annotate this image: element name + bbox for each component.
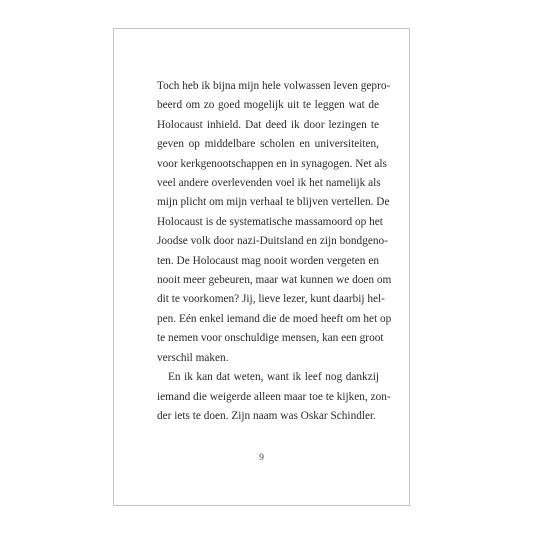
- text-line: veel andere overlevenden voel ik het namelijk als: [157, 177, 381, 190]
- text-line: En ik kan dat weten, want ik leef nog dankzij: [168, 371, 379, 384]
- text-line: verschil maken.: [157, 351, 229, 364]
- text-line: nooit meer gebeuren, maar wat kunnen we doen om: [157, 274, 392, 287]
- text-line: pen. Eén enkel iemand die de moed heeft om het op: [157, 312, 392, 325]
- text-line: Holocaust is de systematische massamoord op het: [157, 215, 383, 228]
- text-line: te nemen voor onschuldige mensen, kan een groot: [157, 332, 384, 345]
- text-line: beerd om zo goed mogelijk uit te leggen wat de: [157, 99, 379, 112]
- paragraph: [157, 77, 392, 368]
- text-line: dit te voorkomen? Jij, lieve lezer, kunt daarbij hel-: [157, 293, 385, 306]
- page-number: 9: [259, 453, 264, 463]
- book-page: [113, 28, 410, 506]
- text-line: Toch heb ik bijna mijn hele volwassen leven gepro-: [157, 80, 391, 92]
- text-line: geven op middelbare scholen en universiteiten,: [157, 138, 379, 151]
- body-text: [157, 77, 392, 426]
- paragraph: [157, 368, 391, 426]
- text-line: Joodse volk door nazi-Duitsland en zijn bondgeno-: [157, 235, 388, 248]
- text-line: Holocaust inhield. Dat deed ik door lezingen te: [157, 118, 379, 131]
- text-line: der iets te doen. Zijn naam was Oskar Schindler.: [157, 409, 376, 422]
- text-line: iemand die weigerde alleen maar toe te kijken, zon-: [157, 390, 391, 403]
- text-line: voor kerkgenootschappen en in synagogen. Net als: [157, 157, 387, 170]
- text-line: mijn plicht om mijn verhaal te blijven vertellen. De: [157, 196, 390, 209]
- text-line: ten. De Holocaust mag nooit worden vergeten en: [157, 254, 379, 267]
